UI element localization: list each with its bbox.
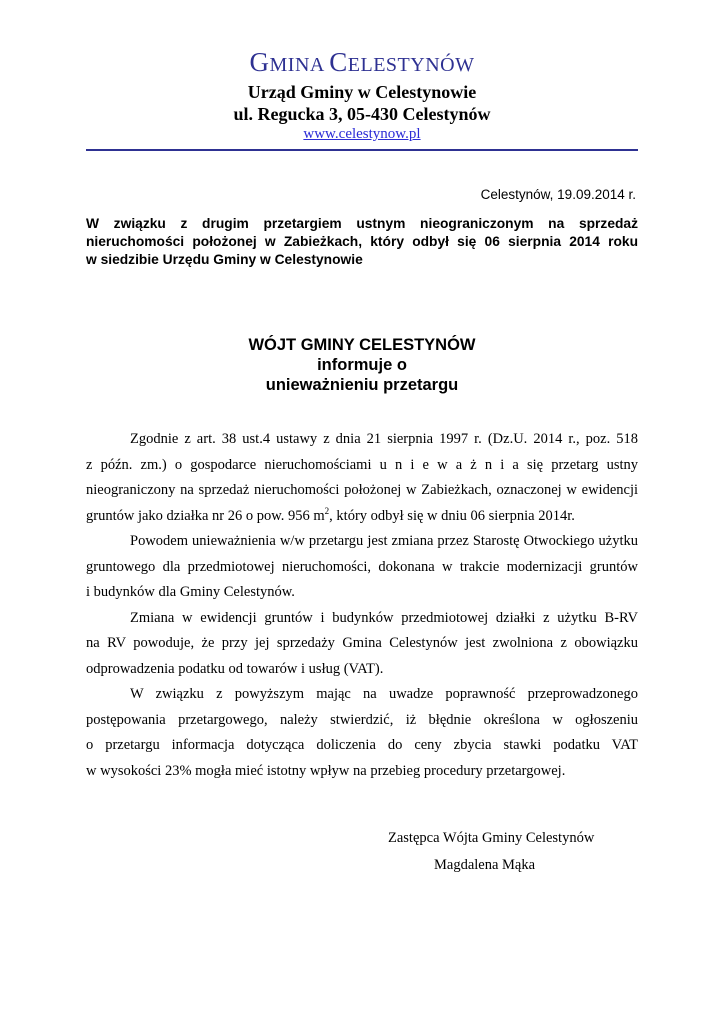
website-link[interactable]: www.celestynow.pl: [303, 126, 421, 142]
paragraph-4: [86, 682, 638, 784]
body-line: o przetargu informacja dotycząca doliczenia do ceny zbycia stawki podatku VAT: [86, 737, 638, 753]
body-line: gruntów jako działka nr 26 o pow. 956 $m^2$, który odbył się w dniu 06 sierpnia 2014r.: [86, 505, 575, 524]
body-line: gruntowego dla przedmiotowej nieruchomości, dokonana w trakcie modernizacji gruntów: [86, 558, 638, 575]
body-line: na RV powoduje, że przy jej sprzedaży Gmina Celestynów jest zwolniona z obowiązku: [86, 635, 638, 651]
subject-line: nieruchomości położonej w Zabieżkach, który odbył się 06 sierpnia 2014 roku: [86, 234, 638, 249]
body-line: i budynków dla Gminy Celestynów.: [86, 584, 295, 600]
signatory-name: Magdalena Mąka: [434, 857, 536, 873]
body-line: Zmiana w ewidencji gruntów i budynków przedmiotowej działki z użytku B-RV: [130, 609, 638, 626]
paragraph-2: [86, 529, 638, 606]
announcement-title: [0, 335, 724, 395]
office-address: ul. Regucka 3, 05-430 Celestynów: [233, 104, 491, 124]
body-line: odprowadzenia podatku od towarów i usług (VAT).: [86, 660, 384, 677]
area-superscript: 2: [324, 505, 330, 516]
letterhead: [0, 47, 724, 143]
body-line: W związku z powyższym mając na uwadze poprawność przeprowadzonego: [130, 686, 638, 702]
body-line: nieograniczony na sprzedaż nieruchomości położonej w Zabieżkach, oznaczonej w ewidencji: [86, 482, 638, 498]
body-line: Zgodnie z art. 38 ust.4 ustawy z dnia 21 sierpnia 1997 r. (Dz.U. 2014 r., poz. 518: [130, 431, 638, 447]
title-line: informuje o: [317, 356, 407, 374]
paragraph-1: [86, 427, 638, 529]
subject-line: W związku z drugim przetargiem ustnym nieograniczonym na sprzedaż: [86, 216, 638, 231]
body-line: postępowania przetargowego, należy stwierdzić, iż błędnie określona w ogłoszeniu: [86, 711, 638, 728]
signatory-role: Zastępca Wójta Gminy Celestynów: [388, 830, 595, 846]
office-name: Urząd Gminy w Celestynowie: [247, 82, 477, 102]
paragraph-3: [86, 606, 638, 683]
subject-line: w siedzibie Urzędu Gminy w Celestynowie: [86, 252, 363, 267]
body-line: Powodem unieważnienia w/w przetargu jest zmiana przez Starostę Otwockiego użytku: [130, 533, 638, 549]
header-divider: [86, 149, 638, 151]
title-line: unieważnieniu przetargu: [265, 376, 459, 394]
body-text: [86, 427, 638, 784]
document-date: Celestynów, 19.09.2014 r.: [480, 187, 636, 202]
municipality-name: GMINA CELESTYNÓW: [249, 47, 475, 77]
title-line: WÓJT GMINY CELESTYNÓW: [248, 336, 476, 354]
body-line: w wysokości 23% mogła mieć istotny wpływ na przebieg procedury przetargowej.: [86, 762, 566, 779]
subject-paragraph: [86, 215, 638, 269]
body-line: z późn. zm.) o gospodarce nieruchomościami u n i e w a ż n i a się przetarg ustny: [86, 456, 638, 473]
